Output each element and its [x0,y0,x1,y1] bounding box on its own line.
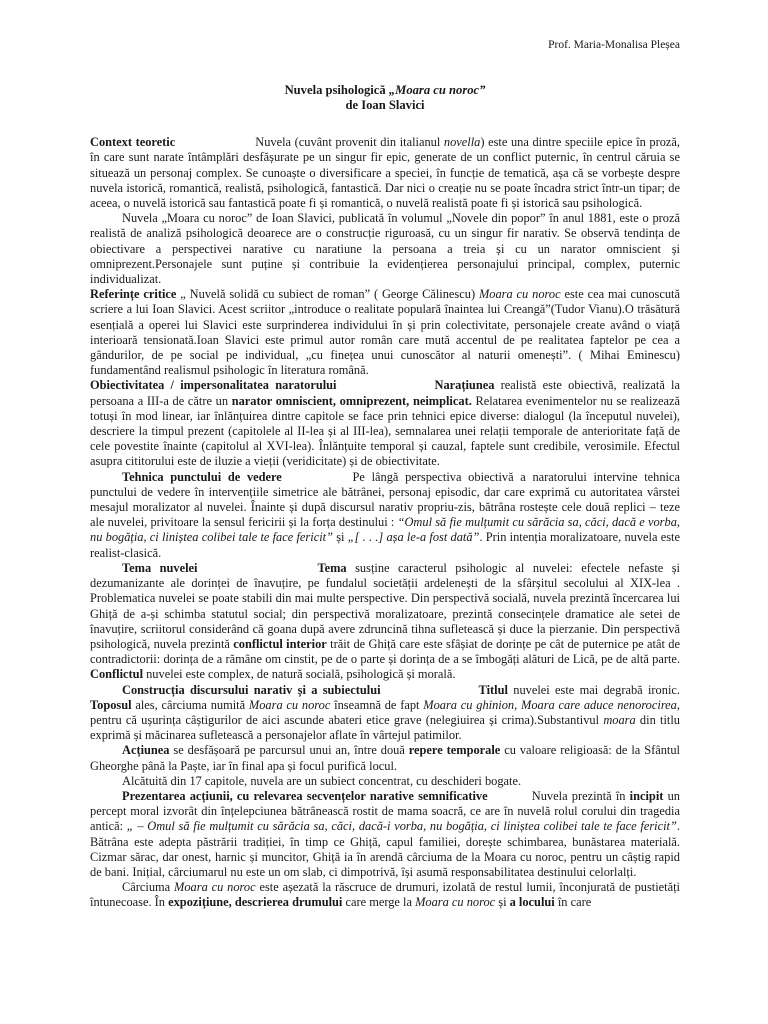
heading-references: Referințe critice [90,287,177,302]
paragraph-construction: Construcția discursului narativ și a subiectului Titlul nuvelei este mai degrabă ironic. Toposul ales, cârciuma numită Moara cu noroc înseamnă de fapt Moara cu ghinion, Moara care aduce nenorocirea, pentru că ușurința câștigurilor de aici ascunde abateri etice grave (nelegiuirea și crima).Substantivul moara din titlu exprimă și măcinarea sufletească a personajelor aflate în vârtejul patimilor. [90,682,680,743]
heading-objectivity: Obiectivitatea / impersonalitatea naratorului [90,378,337,393]
paragraph-theme: Tema nuvelei Tema susține caracterul psihologic al nuvelei: efectele nefaste și dezumanizante ale dorinței de înavuțire, pe fundalul societății ardelenești de la sfârșitul secolului al XIX-lea . Problematica nuvelei se poate stabili din mai multe perspective. Din perspectivă socială, nuvela prezintă încercarea lui Ghiță de a-și schimba statutul social; din perspectivă moralizatoare, prezintă consecințele dramatice ale setei de înavuțire, scriitorul considerând că goana după avere zdruncină tihna sufletească și duce la pierzanie. Din perspectivă psihologică, nuvela prezintă conflictul interior trăit de Ghiță care este sfâșiat de dorințe pe cât de puternice pe atât de contradictorii: dorința de a rămâne om cinstit, pe de o parte și dorința de a se îmbogăți alături de Lică, pe de altă parte. Conflictul nuvelei este complex, de natură socială, psihologică și morală. [90,560,680,682]
heading-context: Context teoretic [90,135,176,150]
paragraph-action: Acțiunea se desfășoară pe parcursul unui an, între două repere temporale cu valoare religioasă: de la Sfântul Gheorghe până la Paște, iar în final apa și focul purifică locul. [90,743,680,773]
paragraph-objectivity: Obiectivitatea / impersonalitatea naratorului Narațiunea realistă este obiectivă, realizată la persoana a III-a de către un narator omniscient, omniprezent, neimplicat. Relatarea evenimentelor nu se realizează totuși în mod linear, iar înlănțuirea dintre capitole se face prin tehnici epice diverse: dialogul (la începutul nuvelei), descriere la timpul prezent (capitolele al II-lea și al III-lea), semnalarea unei relații temporale de anterioritate față de cele povestite înainte (capitolul al XVI-lea). Înlănțuite temporal și cauzal, faptele sunt credibile, verosimile. Efectul asupra cititorului este de iluzie a vieții (veridicitate) și de obiectivitate. [90,378,680,469]
heading-technique: Tehnica punctului de vedere [122,469,282,484]
title-line-2: de Ioan Slavici [345,98,425,113]
paragraph-context: Context teoretic Nuvela (cuvânt provenit din italianul novella) este una dintre speciile epice în proză, în care sunt narate întâmplări desfășurate pe un singur fir epic, generate de un conflict puternic, în centrul căruia se situează un personaj complex. Se cunoaște o diversificare a speciei, în funcție de tematică, așa că se vorbește despre nuvela istorică, romantică, realistă, psihologică, fantastică. Dar nici o creație nu se poate încadra strict într-un tipar; de aceea, o nuvelă istorică sau fantastică poate fi și romantică, o nuvelă realistă poate fi și istorică sau psihologică. [90,135,680,211]
author-line: Prof. Maria-Monalisa Pleșea [548,39,680,51]
paragraph-references: Referințe critice „ Nuvelă solidă cu subiect de roman” ( George Călinescu) Moara cu noroc este cea mai cunoscută scriere a lui Ioan Slavici. Acest scriitor „introduce o realitate populară înaintea lui Creangă”(Tudor Vianu).O trăsătură esențială a operei lui Slavici este surprinderea individului în și prin colectivitate, personajele create având o viață interioară tensionată.Ioan Slavici este primul autor român care mută accentul de pe realitatea faptelor pe cea a gândurilor, de pe social pe individual, „cu finețea unui cunoscător al naturii omenești”. ( Mihai Eminescu) fundamentând realismul psihologic în literatura română. [90,287,680,378]
document-title [90,83,680,113]
heading-construction: Construcția discursului narativ și a subiectului [122,682,381,697]
paragraph-tavern: Cârciuma Moara cu noroc este așezată la răscruce de drumuri, izolată de restul lumii, înconjurată de pustietăți întunecoase. În expozițiune, descrierea drumului care merge la Moara cu noroc și a locului în care [90,880,680,910]
document-page [90,38,680,911]
paragraph-presentation: Prezentarea acțiunii, cu relevarea secvențelor narative semnificative Nuvela prezintă în incipit un percept moral izvorât din înțelepciunea bătrânească rostit de mama soacră, ce are în nuvelă rolul corului din tragedia antică: „ – Omul să fie mulțumit cu sărăcia sa, căci, dacă-i vorba, nu bogăția, ci liniștea colibei tale te face fericit”. Bătrâna este adepta păstrării tradiției, în timp ce Ghiță, capul familiei, dorește schimbarea, bunăstarea materială. Cizmar sărac, dar onest, harnic și muncitor, Ghiță ia în arendă cârciuma de la Moara cu noroc, pentru un câștig rapid de bani. Inițial, cârciumarul nu este un om slab, ci dimpotrivă, își asumă responsabilitatea destinului celorlalți. [90,788,680,879]
paragraph-context-2: Nuvela „Moara cu noroc” de Ioan Slavici, publicată în volumul „Novele din popor” în anul 1881, este o proză realistă de analiză psihologică deoarece are o construcție riguroasă, cu un singur fir narativ. Se observă tendința de obiectivare a perspectivei narative cu naratiune la persoana a treia și cu un narator omniscient și omniprezent.Personajele sunt puține și contribuie la evidențierea personajului principal, complex, puternic individualizat. [90,211,680,287]
paragraph-technique: Tehnica punctului de vedere Pe lângă perspectiva obiectivă a naratorului intervine tehnica punctului de vedere în intervențiile simetrice ale bătrânei, personaj episodic, dar care exprimă cu autoritatea vârstei mesajul moralizator al nuvelei. Înainte și după discursul narativ propriu-zis, bătrâna rostește cele două replici – teze ale nuvelei, privitoare la sensul fericirii și la forța destinului : “Omul să fie mulțumit cu sărăcia sa, căci, dacă e vorba, nu bogăția, ci liniștea colibei tale te face fericit” și „[ . . .] așa le-a fost dată”. Prin intenția moralizatoare, nuvela este realist-clasică. [90,469,680,560]
heading-theme: Tema nuvelei [122,560,198,575]
paragraph-structure: Alcătuită din 17 capitole, nuvela are un subiect concentrat, cu deschideri bogate. [122,773,522,788]
heading-presentation: Prezentarea acțiunii, cu relevarea secvențelor narative semnificative [122,788,488,803]
title-line-1: Nuvela psihologică „Moara cu noroc” [284,83,486,98]
